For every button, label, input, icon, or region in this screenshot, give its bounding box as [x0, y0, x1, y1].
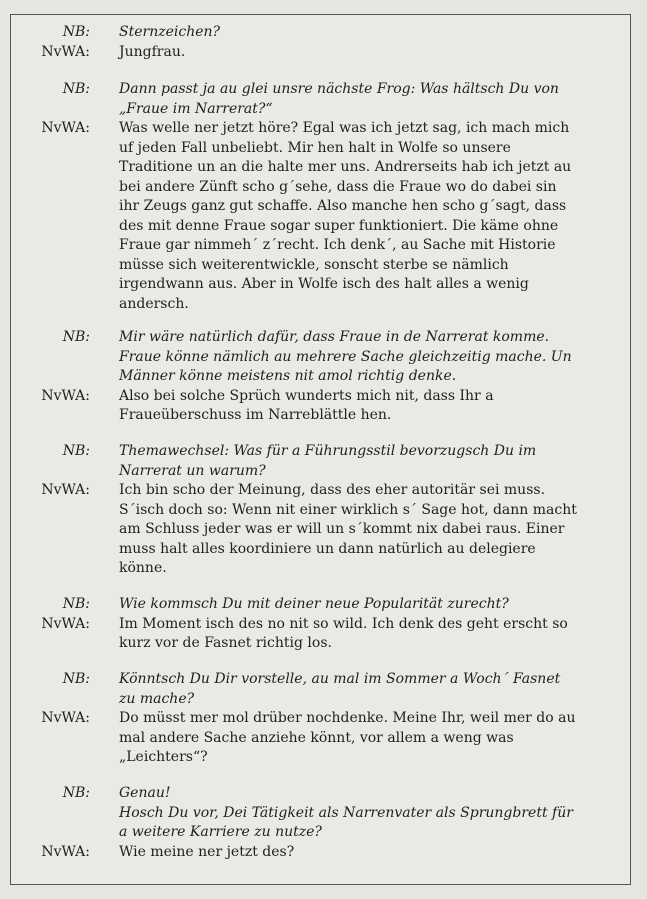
answer-line [11, 709, 630, 729]
question-line [11, 670, 630, 690]
interview-exchange [11, 23, 630, 62]
speaker-label-nvwa: NvWA: [41, 387, 90, 404]
question-text: Narrerat un warum? [119, 462, 266, 479]
speaker-label-nb: NB: [62, 329, 90, 345]
answer-text: uf jeden Fall unbeliebt. Mir hen halt in Wolfe so unsere [119, 139, 511, 156]
answer-line [11, 540, 630, 560]
speaker-label-nvwa: NvWA: [41, 482, 90, 498]
answer-text: könne. [119, 560, 167, 576]
question-text: zu mache? [119, 690, 195, 707]
speaker-label-nvwa: NvWA: [41, 710, 90, 726]
answer-text: Im Moment isch des no nit so wild. Ich denk des geht erscht so [119, 615, 568, 632]
answer-text: müsse sich weiterentwickle, sonscht sterbe se nämlich [119, 256, 509, 273]
question-line [11, 328, 630, 348]
answer-line [11, 406, 630, 426]
answer-line [11, 520, 630, 540]
question-text: Sternzeichen? [119, 24, 221, 40]
speaker-label-nvwa: NvWA: [41, 43, 90, 60]
answer-text: muss halt alles koordiniere un dann natürlich au delegiere [119, 540, 536, 557]
answer-text: Also bei solche Sprüch wunderts mich nit, dass Ihr a [119, 387, 494, 404]
question-text: Könntsch Du Dir vorstelle, au mal im Sommer a Woch´ Fasnet [119, 671, 561, 687]
answer-text: Was welle ner jetzt höre? Egal was ich jetzt sag, ich mach mich [119, 120, 570, 136]
answer-text: andersch. [119, 295, 189, 312]
answer-text: Do müsst mer mol drüber nochdenke. Meine Ihr, weil mer do au [119, 710, 576, 726]
answer-line [11, 197, 630, 217]
question-text: Männer könne meistens nit amol richtig denke. [119, 368, 457, 384]
answer-line [11, 119, 630, 139]
answer-text: am Schluss jeder was er will un s´kommt nix dabei raus. Einer [119, 521, 565, 537]
answer-text: „Leichters“? [119, 749, 208, 765]
answer-line [11, 236, 630, 256]
answer-line [11, 615, 630, 635]
answer-line [11, 158, 630, 178]
question-line [11, 804, 630, 824]
question-line [11, 690, 630, 710]
speaker-label-nb: NB: [62, 785, 90, 801]
answer-line [11, 139, 630, 159]
answer-text: irgendwann aus. Aber in Wolfe isch des halt alles a wenig [119, 276, 529, 292]
answer-line [11, 295, 630, 315]
question-text: Themawechsel: Was für a Führungsstil bevorzugsch Du im [119, 443, 537, 459]
answer-text: bei andere Zünft scho g´sehe, dass die Fraue wo do dabei sin [119, 178, 557, 195]
question-line [11, 100, 630, 120]
interview-exchange [11, 442, 630, 579]
answer-line [11, 843, 630, 863]
question-text: „Fraue im Narrerat?“ [119, 100, 273, 117]
answer-text: kurz vor de Fasnet richtig los. [119, 635, 332, 651]
speaker-label-nvwa: NvWA: [41, 843, 90, 860]
interview-exchange [11, 80, 630, 314]
speaker-label-nb: NB: [62, 596, 90, 612]
question-line [11, 23, 630, 43]
answer-text: Jungfrau. [119, 43, 186, 60]
answer-line [11, 217, 630, 237]
answer-line [11, 43, 630, 63]
speaker-label-nb: NB: [62, 443, 90, 459]
answer-line [11, 634, 630, 654]
question-line [11, 348, 630, 368]
question-text: Wie kommsch Du mit deiner neue Popularität zurecht? [119, 596, 509, 612]
question-line [11, 80, 630, 100]
question-text: Hosch Du vor, Dei Tätigkeit als Narrenvater als Sprungbrett für [119, 804, 573, 821]
interview-exchange [11, 595, 630, 654]
answer-line [11, 481, 630, 501]
speaker-label-nb: NB: [62, 671, 90, 687]
document-page [10, 14, 631, 885]
answer-text: Ich bin scho der Meinung, dass des eher autoritär sei muss. [119, 482, 546, 498]
answer-line [11, 748, 630, 768]
question-line [11, 367, 630, 387]
question-text: Genau! [119, 785, 171, 801]
interview-exchange [11, 670, 630, 768]
answer-line [11, 178, 630, 198]
question-text: Dann passt ja au glei unsre nächste Frog: Was hältsch Du von [119, 81, 559, 97]
question-line [11, 823, 630, 843]
answer-text: Wie meine ner jetzt des? [119, 843, 295, 860]
speaker-label-nvwa: NvWA: [41, 615, 90, 632]
question-text: a weitere Karriere zu nutze? [119, 824, 322, 840]
answer-line [11, 256, 630, 276]
answer-text: des mit denne Fraue sogar super funktioniert. Die käme ohne [119, 217, 559, 234]
answer-text: S´isch doch so: Wenn nit einer wirklich s´ Sage hot, dann macht [119, 501, 577, 518]
answer-line [11, 387, 630, 407]
speaker-label-nb: NB: [62, 81, 90, 97]
speaker-label-nb: NB: [62, 24, 90, 40]
question-line [11, 442, 630, 462]
answer-text: mal andere Sache anziehe könnt, vor allem a weng was [119, 729, 514, 746]
answer-text: Fraueüberschuss im Narreblättle hen. [119, 407, 392, 423]
question-line [11, 595, 630, 615]
answer-text: Fraue gar nimmeh´ z´recht. Ich denk´, au Sache mit Historie [119, 237, 556, 253]
interview-exchange [11, 328, 630, 426]
answer-text: Traditione un an die halte mer uns. Andrerseits hab ich jetzt au [119, 159, 572, 175]
answer-line [11, 501, 630, 521]
speaker-label-nvwa: NvWA: [41, 120, 90, 136]
question-line [11, 462, 630, 482]
question-line [11, 784, 630, 804]
answer-line [11, 559, 630, 579]
question-text: Fraue könne nämlich au mehrere Sache gleichzeitig mache. Un [119, 348, 572, 365]
answer-line [11, 275, 630, 295]
answer-text: ihr Zeugs ganz gut schaffe. Also manche hen scho g´sagt, dass [119, 198, 567, 214]
interview-exchange [11, 784, 630, 862]
answer-line [11, 729, 630, 749]
question-text: Mir wäre natürlich dafür, dass Fraue in de Narrerat komme. [119, 329, 550, 345]
